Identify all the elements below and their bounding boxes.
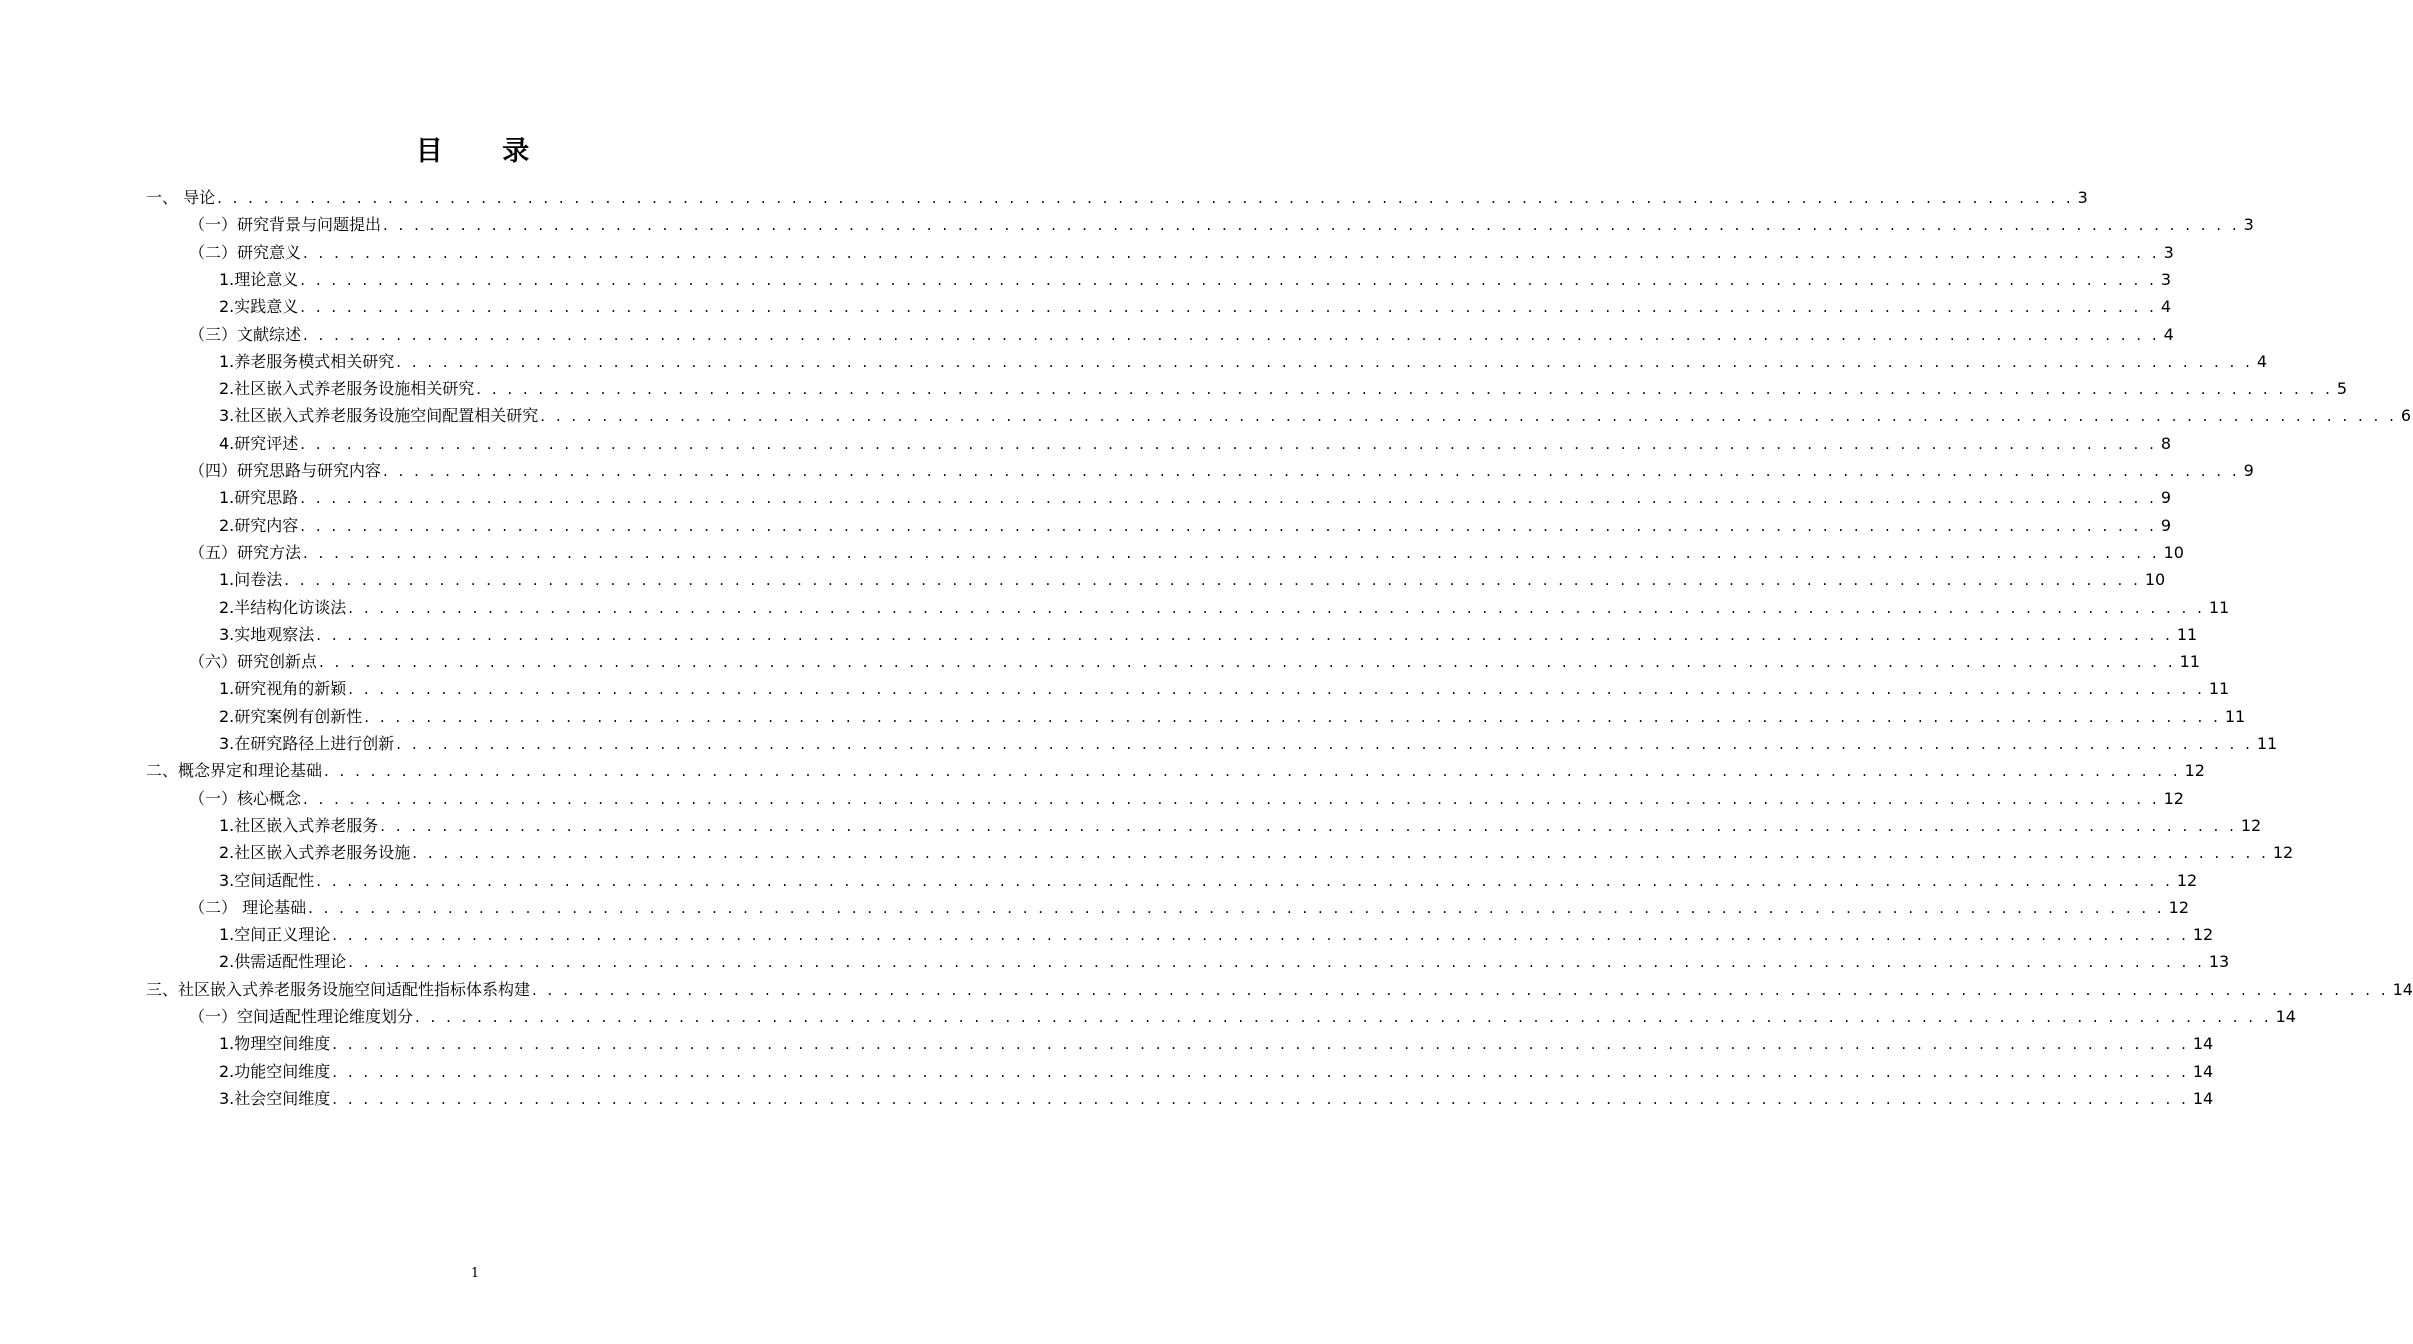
toc-entry-page: 12 — [2272, 843, 2294, 863]
toc-entry-page: 14 — [2192, 1088, 2214, 1108]
toc-leader-dots: . . . . . . . . . . . . . . . . . . . . . . . . . . . . . . . . . . . . . . . . . . . . . . . . . . . . . . . . . . . . . . . . . . . . . . . . . . . . . . . . . . . . . . . . . . . . . . . . . . . . . . . . . . . . . . . . . . . . . . . . — [300, 298, 2157, 317]
toc-entry-page: 12 — [2184, 761, 2205, 781]
toc-leader-dots: . . . . . . . . . . . . . . . . . . . . . . . . . . . . . . . . . . . . . . . . . . . . . . . . . . . . . . . . . . . . . . . . . . . . . . . . . . . . . . . . . . . . . . . . . . . . . . . . . . . . . . . . . . . . . . . . . . . . . . . . — [300, 270, 2157, 289]
toc-entry[interactable] — [219, 1027, 2214, 1054]
toc-entry[interactable] — [189, 782, 2184, 809]
toc-leader-dots: . . . . . . . . . . . . . . . . . . . . . . . . . . . . . . . . . . . . . . . . . . . . . . . . . . . . . . . . . . . . . . . . . . . . . . . . . . . . . . . . . . . . . . . . . . . . . . . . . . . . . . . . . . . . . . . . . . . . . . . . — [284, 571, 2141, 590]
toc-entry-page: 8 — [2160, 433, 2172, 453]
toc-entry-title: （二） 理论基础 — [189, 897, 307, 917]
toc-entry-page: 12 — [2192, 925, 2214, 945]
toc-entry[interactable] — [219, 345, 2268, 372]
toc-leader-dots: . . . . . . . . . . . . . . . . . . . . . . . . . . . . . . . . . . . . . . . . . . . . . . . . . . . . . . . . . . . . . . . . . . . . . . . . . . . . . . . . . . . . . . . . . . . . . . . . . . . . . . . . . . . . . . . . . . . . . . . . — [348, 680, 2205, 699]
toc-entry-page: 3 — [2077, 188, 2088, 207]
toc-entry[interactable] — [189, 891, 2190, 918]
toc-entry-page: 6 — [2400, 406, 2412, 426]
toc-entry[interactable] — [219, 427, 2172, 454]
toc-entry-title: 二、概念界定和理论基础 — [146, 761, 323, 781]
toc-entry-title: 1.社区嵌入式养老服务 — [219, 815, 379, 835]
toc-entry-title: 1.空间正义理论 — [219, 925, 331, 945]
toc-leader-dots: . . . . . . . . . . . . . . . . . . . . . . . . . . . . . . . . . . . . . . . . . . . . . . . . . . . . . . . . . . . . . . . . . . . . . . . . . . . . . . . . . . . . . . . . . . . . . . . . . . . . . . . . . . . . . . . . . . . . . . . . — [316, 871, 2173, 890]
toc-entry-page: 10 — [2144, 570, 2166, 590]
toc-entry[interactable] — [219, 618, 2198, 645]
toc-entry-page: 14 — [2192, 1061, 2214, 1081]
toc-entry[interactable] — [219, 809, 2262, 836]
toc-entry[interactable] — [219, 945, 2230, 972]
toc-leader-dots: . . . . . . . . . . . . . . . . . . . . . . . . . . . . . . . . . . . . . . . . . . . . . . . . . . . . . . . . . . . . . . . . . . . . . . . . . . . . . . . . . . . . . . . . . . . . . . . . . . . . . . . . . . . . . . . . . . . . . . . . — [532, 980, 2389, 999]
toc-entry-title: 2.研究案例有创新性 — [219, 706, 363, 726]
toc-entry-page: 9 — [2160, 488, 2172, 508]
toc-entry-title: 2.社区嵌入式养老服务设施 — [219, 843, 411, 863]
toc-entry[interactable] — [219, 672, 2230, 699]
toc-entry-title: 1.问卷法 — [219, 570, 283, 590]
toc-leader-dots: . . . . . . . . . . . . . . . . . . . . . . . . . . . . . . . . . . . . . . . . . . . . . . . . . . . . . . . . . . . . . . . . . . . . . . . . . . . . . . . . . . . . . . . . . . . . . . . . . . . . . . . . . . . . . . . . . . . . . . . . — [300, 434, 2157, 453]
toc-entry-title: 1.物理空间维度 — [219, 1034, 331, 1054]
toc-entry-page: 14 — [2275, 1007, 2296, 1026]
toc-entry-page: 11 — [2179, 652, 2200, 672]
toc-entry-page: 5 — [2336, 379, 2348, 399]
toc-leader-dots: . . . . . . . . . . . . . . . . . . . . . . . . . . . . . . . . . . . . . . . . . . . . . . . . . . . . . . . . . . . . . . . . . . . . . . . . . . . . . . . . . . . . . . . . . . . . . . . . . . . . . . . . . . . . . . . . . . . . . . . . — [383, 462, 2240, 480]
toc-entry[interactable] — [146, 973, 2413, 1000]
toc-leader-dots: . . . . . . . . . . . . . . . . . . . . . . . . . . . . . . . . . . . . . . . . . . . . . . . . . . . . . . . . . . . . . . . . . . . . . . . . . . . . . . . . . . . . . . . . . . . . . . . . . . . . . . . . . . . . . . . . . . . . . . . . — [396, 735, 2253, 753]
toc-entry-title: 2.社区嵌入式养老服务设施相关研究 — [219, 379, 475, 399]
toc-entry-title: 2.研究内容 — [219, 515, 299, 535]
toc-entry[interactable] — [219, 399, 2412, 426]
toc-leader-dots: . . . . . . . . . . . . . . . . . . . . . . . . . . . . . . . . . . . . . . . . . . . . . . . . . . . . . . . . . . . . . . . . . . . . . . . . . . . . . . . . . . . . . . . . . . . . . . . . . . . . . . . . . . . . . . . . . . . . . . . . — [303, 789, 2160, 808]
toc-entry[interactable] — [219, 864, 2198, 891]
toc-leader-dots: . . . . . . . . . . . . . . . . . . . . . . . . . . . . . . . . . . . . . . . . . . . . . . . . . . . . . . . . . . . . . . . . . . . . . . . . . . . . . . . . . . . . . . . . . . . . . . . . . . . . . . . . . . . . . . . . . . . . . . . . — [332, 1062, 2189, 1081]
toc-leader-dots: . . . . . . . . . . . . . . . . . . . . . . . . . . . . . . . . . . . . . . . . . . . . . . . . . . . . . . . . . . . . . . . . . . . . . . . . . . . . . . . . . . . . . . . . . . . . . . . . . . . . . . . . . . . . . . . . . . . . . . . . — [319, 653, 2176, 672]
toc-entry[interactable] — [146, 181, 2088, 208]
toc-entry-title: 3.在研究路径上进行创新 — [219, 734, 395, 753]
toc-leader-dots: . . . . . . . . . . . . . . . . . . . . . . . . . . . . . . . . . . . . . . . . . . . . . . . . . . . . . . . . . . . . . . . . . . . . . . . . . . . . . . . . . . . . . . . . . . . . . . . . . . . . . . . . . . . . . . . . . . . . . . . . — [476, 380, 2333, 399]
toc-entry[interactable] — [219, 563, 2166, 590]
toc-entry-page: 14 — [2392, 979, 2413, 999]
toc-entry[interactable] — [219, 1082, 2214, 1109]
toc-entry-title: （四）研究思路与研究内容 — [189, 461, 382, 480]
toc-leader-dots: . . . . . . . . . . . . . . . . . . . . . . . . . . . . . . . . . . . . . . . . . . . . . . . . . . . . . . . . . . . . . . . . . . . . . . . . . . . . . . . . . . . . . . . . . . . . . . . . . . . . . . . . . . . . . . . . . . . . . . . . — [303, 325, 2160, 344]
toc-entry-page: 4 — [2256, 351, 2268, 371]
toc-entry[interactable] — [189, 1000, 2296, 1027]
toc-entry[interactable] — [219, 372, 2348, 399]
toc-entry-page: 11 — [2256, 734, 2278, 753]
toc-entry[interactable] — [219, 481, 2172, 508]
toc-entry-title: 1.研究视角的新颖 — [219, 679, 347, 699]
toc-entry-title: 3.空间适配性 — [219, 870, 315, 890]
toc-entry-title: （一）空间适配性理论维度划分 — [189, 1007, 414, 1026]
toc-entry-page: 12 — [2240, 815, 2262, 835]
toc-leader-dots: . . . . . . . . . . . . . . . . . . . . . . . . . . . . . . . . . . . . . . . . . . . . . . . . . . . . . . . . . . . . . . . . . . . . . . . . . . . . . . . . . . . . . . . . . . . . . . . . . . . . . . . . . . . . . . . . . . . . . . . . — [380, 816, 2237, 835]
toc-entry[interactable] — [189, 208, 2254, 235]
toc-leader-dots: . . . . . . . . . . . . . . . . . . . . . . . . . . . . . . . . . . . . . . . . . . . . . . . . . . . . . . . . . . . . . . . . . . . . . . . . . . . . . . . . . . . . . . . . . . . . . . . . . . . . . . . . . . . . . . . . . . . . . . . . — [383, 216, 2240, 235]
toc-entry-title: 一、 导论 — [146, 188, 216, 207]
toc-entry-page: 11 — [2176, 624, 2198, 644]
toc-leader-dots: . . . . . . . . . . . . . . . . . . . . . . . . . . . . . . . . . . . . . . . . . . . . . . . . . . . . . . . . . . . . . . . . . . . . . . . . . . . . . . . . . . . . . . . . . . . . . . . . . . . . . . . . . . . . . . . . . . . . . . . . — [217, 189, 2074, 207]
toc-leader-dots: . . . . . . . . . . . . . . . . . . . . . . . . . . . . . . . . . . . . . . . . . . . . . . . . . . . . . . . . . . . . . . . . . . . . . . . . . . . . . . . . . . . . . . . . . . . . . . . . . . . . . . . . . . . . . . . . . . . . . . . . — [332, 926, 2189, 945]
toc-entry[interactable] — [189, 454, 2254, 481]
toc-leader-dots: . . . . . . . . . . . . . . . . . . . . . . . . . . . . . . . . . . . . . . . . . . . . . . . . . . . . . . . . . . . . . . . . . . . . . . . . . . . . . . . . . . . . . . . . . . . . . . . . . . . . . . . . . . . . . . . . . . . . . . . . — [332, 1035, 2189, 1054]
toc-entry-title: 1.养老服务模式相关研究 — [219, 351, 395, 371]
toc-entry-page: 11 — [2224, 706, 2246, 726]
toc-entry-title: （五）研究方法 — [189, 542, 302, 562]
toc-title: 目 录 — [415, 136, 555, 167]
toc-entry[interactable] — [219, 918, 2214, 945]
toc-entry[interactable] — [219, 290, 2172, 317]
toc-entry-title: 2.实践意义 — [219, 297, 299, 317]
toc-entry-title: （一）核心概念 — [189, 788, 302, 808]
toc-entry-page: 3 — [2243, 215, 2254, 235]
toc-leader-dots: . . . . . . . . . . . . . . . . . . . . . . . . . . . . . . . . . . . . . . . . . . . . . . . . . . . . . . . . . . . . . . . . . . . . . . . . . . . . . . . . . . . . . . . . . . . . . . . . . . . . . . . . . . . . . . . . . . . . . . . . — [332, 1089, 2189, 1108]
toc-entry-page: 12 — [2163, 788, 2184, 808]
toc-leader-dots: . . . . . . . . . . . . . . . . . . . . . . . . . . . . . . . . . . . . . . . . . . . . . . . . . . . . . . . . . . . . . . . . . . . . . . . . . . . . . . . . . . . . . . . . . . . . . . . . . . . . . . . . . . . . . . . . . . . . . . . . — [316, 625, 2173, 644]
toc-entry-page: 4 — [2163, 324, 2174, 344]
toc-entry-title: 2.半结构化访谈法 — [219, 597, 347, 617]
toc-entry-page: 3 — [2163, 242, 2174, 262]
toc-entry-title: 3.社区嵌入式养老服务设施空间配置相关研究 — [219, 406, 539, 426]
toc-entry[interactable] — [219, 263, 2172, 290]
toc-entry[interactable] — [219, 1055, 2214, 1082]
toc-entry-title: 1.理论意义 — [219, 269, 299, 289]
toc-entry-page: 11 — [2208, 679, 2230, 699]
toc-entry-page: 3 — [2160, 269, 2172, 289]
toc-entry-title: 3.实地观察法 — [219, 624, 315, 644]
toc-leader-dots: . . . . . . . . . . . . . . . . . . . . . . . . . . . . . . . . . . . . . . . . . . . . . . . . . . . . . . . . . . . . . . . . . . . . . . . . . . . . . . . . . . . . . . . . . . . . . . . . . . . . . . . . . . . . . . . . . . . . . . . . — [364, 707, 2221, 726]
toc-leader-dots: . . . . . . . . . . . . . . . . . . . . . . . . . . . . . . . . . . . . . . . . . . . . . . . . . . . . . . . . . . . . . . . . . . . . . . . . . . . . . . . . . . . . . . . . . . . . . . . . . . . . . . . . . . . . . . . . . . . . . . . . — [303, 243, 2160, 262]
toc-entry[interactable] — [219, 727, 2278, 754]
toc-entry-title: 2.供需适配性理论 — [219, 952, 347, 972]
toc-entry[interactable] — [219, 509, 2172, 536]
toc-entry[interactable] — [189, 536, 2184, 563]
toc-entry-title: （二）研究意义 — [189, 242, 302, 262]
toc-entry-page: 9 — [2160, 515, 2172, 535]
toc-leader-dots: . . . . . . . . . . . . . . . . . . . . . . . . . . . . . . . . . . . . . . . . . . . . . . . . . . . . . . . . . . . . . . . . . . . . . . . . . . . . . . . . . . . . . . . . . . . . . . . . . . . . . . . . . . . . . . . . . . . . . . . . — [348, 598, 2205, 617]
toc-leader-dots: . . . . . . . . . . . . . . . . . . . . . . . . . . . . . . . . . . . . . . . . . . . . . . . . . . . . . . . . . . . . . . . . . . . . . . . . . . . . . . . . . . . . . . . . . . . . . . . . . . . . . . . . . . . . . . . . . . . . . . . . — [540, 407, 2397, 426]
toc-leader-dots: . . . . . . . . . . . . . . . . . . . . . . . . . . . . . . . . . . . . . . . . . . . . . . . . . . . . . . . . . . . . . . . . . . . . . . . . . . . . . . . . . . . . . . . . . . . . . . . . . . . . . . . . . . . . . . . . . . . . . . . . — [308, 898, 2165, 917]
toc-entry-title: 2.功能空间维度 — [219, 1061, 331, 1081]
toc-entry[interactable] — [219, 700, 2246, 727]
toc-entry-page: 12 — [2168, 897, 2190, 917]
toc-entry-title: 三、社区嵌入式养老服务设施空间适配性指标体系构建 — [146, 979, 531, 999]
toc-entry-page: 9 — [2243, 461, 2254, 480]
toc-entry[interactable] — [219, 836, 2294, 863]
toc-entry-title: 1.研究思路 — [219, 488, 299, 508]
toc-entry-page: 13 — [2208, 952, 2230, 972]
toc-leader-dots: . . . . . . . . . . . . . . . . . . . . . . . . . . . . . . . . . . . . . . . . . . . . . . . . . . . . . . . . . . . . . . . . . . . . . . . . . . . . . . . . . . . . . . . . . . . . . . . . . . . . . . . . . . . . . . . . . . . . . . . . — [415, 1008, 2272, 1026]
toc-entry-title: （三）文献综述 — [189, 324, 302, 344]
toc-leader-dots: . . . . . . . . . . . . . . . . . . . . . . . . . . . . . . . . . . . . . . . . . . . . . . . . . . . . . . . . . . . . . . . . . . . . . . . . . . . . . . . . . . . . . . . . . . . . . . . . . . . . . . . . . . . . . . . . . . . . . . . . — [348, 953, 2205, 972]
toc-entry-title: 4.研究评述 — [219, 433, 299, 453]
toc-entry[interactable] — [189, 645, 2200, 672]
toc-leader-dots: . . . . . . . . . . . . . . . . . . . . . . . . . . . . . . . . . . . . . . . . . . . . . . . . . . . . . . . . . . . . . . . . . . . . . . . . . . . . . . . . . . . . . . . . . . . . . . . . . . . . . . . . . . . . . . . . . . . . . . . . — [324, 762, 2181, 781]
toc-entry[interactable] — [146, 754, 2205, 781]
toc-entry[interactable] — [189, 318, 2174, 345]
toc-entry-page: 10 — [2163, 542, 2184, 562]
toc-entry-page: 14 — [2192, 1034, 2214, 1054]
toc-leader-dots: . . . . . . . . . . . . . . . . . . . . . . . . . . . . . . . . . . . . . . . . . . . . . . . . . . . . . . . . . . . . . . . . . . . . . . . . . . . . . . . . . . . . . . . . . . . . . . . . . . . . . . . . . . . . . . . . . . . . . . . . — [300, 489, 2157, 508]
toc-entry-page: 4 — [2160, 297, 2172, 317]
toc-leader-dots: . . . . . . . . . . . . . . . . . . . . . . . . . . . . . . . . . . . . . . . . . . . . . . . . . . . . . . . . . . . . . . . . . . . . . . . . . . . . . . . . . . . . . . . . . . . . . . . . . . . . . . . . . . . . . . . . . . . . . . . . — [303, 543, 2160, 562]
toc-entry-page: 12 — [2176, 870, 2198, 890]
toc-leader-dots: . . . . . . . . . . . . . . . . . . . . . . . . . . . . . . . . . . . . . . . . . . . . . . . . . . . . . . . . . . . . . . . . . . . . . . . . . . . . . . . . . . . . . . . . . . . . . . . . . . . . . . . . . . . . . . . . . . . . . . . . — [300, 516, 2157, 535]
toc-entry-title: 3.社会空间维度 — [219, 1088, 331, 1108]
toc-entry-page: 11 — [2208, 597, 2230, 617]
page-number: 1 — [470, 1266, 480, 1281]
toc-entry-title: （六）研究创新点 — [189, 652, 318, 672]
toc-leader-dots: . . . . . . . . . . . . . . . . . . . . . . . . . . . . . . . . . . . . . . . . . . . . . . . . . . . . . . . . . . . . . . . . . . . . . . . . . . . . . . . . . . . . . . . . . . . . . . . . . . . . . . . . . . . . . . . . . . . . . . . . — [396, 352, 2253, 371]
toc-entry[interactable] — [219, 591, 2230, 618]
toc-entry[interactable] — [189, 236, 2174, 263]
toc-leader-dots: . . . . . . . . . . . . . . . . . . . . . . . . . . . . . . . . . . . . . . . . . . . . . . . . . . . . . . . . . . . . . . . . . . . . . . . . . . . . . . . . . . . . . . . . . . . . . . . . . . . . . . . . . . . . . . . . . . . . . . . . — [412, 844, 2269, 863]
toc-entry-title: （一）研究背景与问题提出 — [189, 215, 382, 235]
